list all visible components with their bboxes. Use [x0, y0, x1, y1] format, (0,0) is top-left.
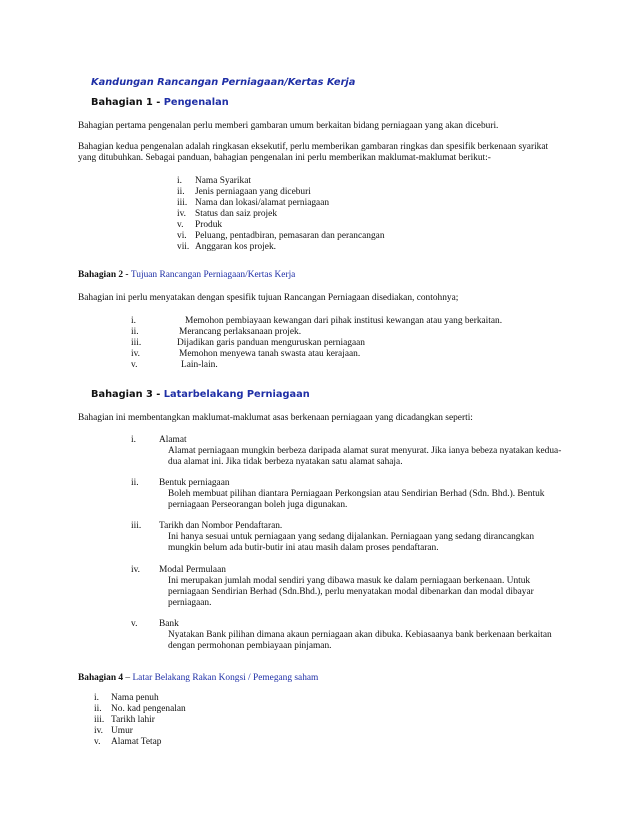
- section-1-prefix: Bahagian 1 -: [91, 97, 164, 108]
- document-title: Kandungan Rancangan Perniagaan/Kertas Kerja: [91, 77, 356, 88]
- section-4-name: Latar Belakang Rakan Kongsi / Pemegang saham: [132, 673, 319, 683]
- list-item-detail: Ini hanya sesuai untuk perniagaan yang sedang dijalankan. Perniagaan yang sedang dirancangkan: [168, 532, 535, 542]
- list-item-detail: dengan permohonan pembiayaan pinjaman.: [168, 641, 332, 651]
- list-item-number: iv.: [131, 565, 141, 575]
- list-item-number: i.: [131, 435, 136, 445]
- list-item: ii. Merancang perlaksanaan projek.: [131, 327, 302, 337]
- list-item-detail: Alamat perniagaan mungkin berbeza daripada alamat surat menyurat. Jika ianya bebeza nyatakan kedua-: [168, 446, 562, 456]
- list-item: i. Nama Syarikat: [177, 176, 251, 186]
- section-4-prefix: Bahagian 4: [78, 673, 124, 683]
- list-item: v. Lain-lain.: [131, 360, 218, 370]
- section-2-heading: [78, 270, 295, 281]
- list-item: iii. Nama dan lokasi/alamat perniagaan: [177, 198, 330, 208]
- list-item: iii. Tarikh lahir: [94, 715, 155, 725]
- list-item-number: ii.: [131, 478, 139, 488]
- list-item-heading: Modal Permulaan: [159, 565, 226, 575]
- list-item-detail: perniagaan Sendirian Berhad (Sdn.Bhd.), perlu menyatakan modal dibenarkan dan modal dibayar: [168, 587, 534, 597]
- list-item: v. Produk: [177, 220, 223, 230]
- list-item-detail: Ini merupakan jumlah modal sendiri yang dibawa masuk ke dalam perniagaan berkenaan. Untuk: [168, 576, 531, 586]
- list-item: ii. No. kad pengenalan: [94, 704, 186, 714]
- section-1-paragraph-1: Bahagian pertama pengenalan perlu memberi gambaran umum berkaitan bidang perniagaan yang akan diceburi.: [78, 121, 499, 131]
- list-item: iv. Memohon menyewa tanah swasta atau kerajaan.: [131, 349, 361, 359]
- section-2-name: Tujuan Rancangan Perniagaan/Kertas Kerja: [130, 270, 296, 280]
- section-1-heading: [91, 97, 229, 108]
- list-item-heading: Alamat: [159, 435, 187, 445]
- list-item: i. Memohon pembiayaan kewangan dari pihak institusi kewangan atau yang berkaitan.: [131, 316, 503, 326]
- list-item-heading: Bentuk perniagaan: [159, 478, 230, 488]
- list-item: ii. Jenis perniagaan yang diceburi: [177, 187, 311, 197]
- list-item: iv. Status dan saiz projek: [177, 209, 278, 219]
- list-item: iv. Umur: [94, 726, 133, 736]
- section-4-heading: [78, 673, 318, 684]
- list-item-heading: Tarikh dan Nombor Pendaftaran.: [159, 521, 283, 531]
- section-2-prefix: Bahagian 2 -: [78, 270, 131, 280]
- section-3-name: Latarbelakang Perniagaan: [163, 389, 310, 400]
- section-3-paragraph: Bahagian ini membentangkan maklumat-maklumat asas berkenaan perniagaan yang dicadangkan seperti:: [78, 413, 473, 423]
- section-3-heading: [91, 389, 310, 400]
- list-item: i. Nama penuh: [94, 693, 159, 703]
- list-item-detail: perniagaan Perseorangan boleh juga digunakan.: [168, 500, 348, 510]
- section-1-paragraph-2a: Bahagian kedua pengenalan adalah ringkasan eksekutif, perlu memberikan gambaran ringkas dan spesifik berkenaan syarikat: [78, 142, 549, 152]
- list-item: vi. Peluang, pentadbiran, pemasaran dan perancangan: [177, 231, 385, 241]
- list-item-detail: dua alamat ini. Jika tidak berbeza nyatakan satu alamat sahaja.: [168, 457, 403, 467]
- list-item: v. Alamat Tetap: [94, 737, 162, 747]
- list-item-number: iii.: [131, 521, 142, 531]
- list-item-detail: perniagaan.: [168, 598, 212, 608]
- section-3-prefix: Bahagian 3 -: [91, 389, 164, 400]
- section-4-separator: –: [123, 673, 133, 683]
- list-item-number: v.: [131, 619, 138, 629]
- list-item: iii. Dijadikan garis panduan menguruskan perniagaan: [131, 338, 365, 348]
- list-item-heading: Bank: [159, 619, 179, 629]
- list-item-detail: mungkin belum ada butir-butir ini atau masih dalam proses pendaftaran.: [168, 543, 439, 553]
- list-item: vii. Anggaran kos projek.: [177, 242, 276, 252]
- section-1-paragraph-2b: yang ditubuhkan. Sebagai panduan, bahagian pengenalan ini perlu memberikan maklumat-maklumat berikut:-: [78, 153, 491, 163]
- section-2-paragraph: Bahagian ini perlu menyatakan dengan spesifik tujuan Rancangan Perniagaan disediakan, contohnya;: [78, 293, 459, 303]
- list-item-detail: Nyatakan Bank pilihan dimana akaun perniagaan akan dibuka. Kebiasaanya bank berkenaan berkaitan: [168, 630, 552, 640]
- section-1-name: Pengenalan: [163, 97, 229, 108]
- list-item-detail: Boleh membuat pilihan diantara Perniagaan Perkongsian atau Sendirian Berhad (Sdn. Bhd.). Bentuk: [168, 489, 545, 499]
